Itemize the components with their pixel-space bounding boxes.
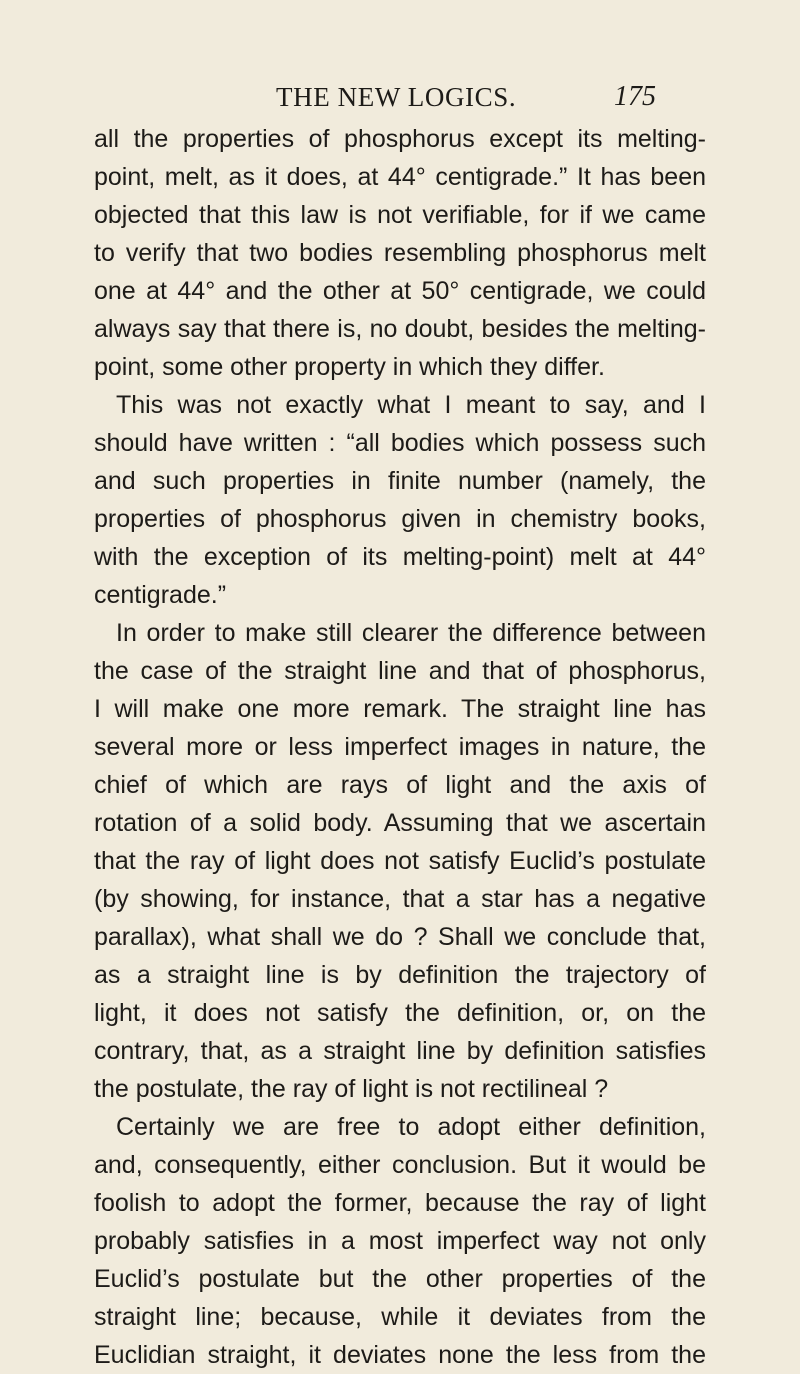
text-line: the postulate, the ray of light is not rectilineal ? [94,1075,609,1103]
text-line: Euclidian straight, it deviates none the less from the [94,1341,706,1369]
text-line: the case of the straight line and that of phosphorus, [94,657,706,685]
text-line: light, it does not satisfy the definition, or, on the [94,999,706,1027]
text-line: several more or less imperfect images in nature, the [94,733,706,761]
running-title: THE NEW LOGICS. [276,82,517,112]
text-line: should have written : “all bodies which possess such [94,429,706,457]
running-head [0,80,800,120]
text-line: parallax), what shall we do ? Shall we conclude that, [94,923,706,951]
text-line: probably satisfies in a most imperfect way not only [94,1227,706,1255]
text-line: objected that this law is not verifiable, for if we came [94,201,706,229]
text-line: contrary, that, as a straight line by definition satisfies [94,1037,706,1065]
text-line: centigrade.” [94,581,227,609]
body-text [94,120,706,1374]
text-line: Certainly we are free to adopt either definition, [116,1113,706,1141]
text-line: foolish to adopt the former, because the ray of light [94,1189,706,1217]
text-line: and such properties in finite number (namely, the [94,467,706,495]
text-line: with the exception of its melting-point) melt at 44° [94,543,706,571]
text-line: straight line; because, while it deviates from the [94,1303,706,1331]
page-number: 175 [614,81,656,112]
text-line: Euclid’s postulate but the other properties of the [94,1265,706,1293]
text-line: point, some other property in which they differ. [94,353,605,381]
text-line: This was not exactly what I meant to say, and I [116,391,706,419]
text-line: rotation of a solid body. Assuming that we ascertain [94,809,706,837]
text-line: (by showing, for instance, that a star has a negative [94,885,706,913]
text-line: always say that there is, no doubt, besides the melting- [94,315,706,343]
text-line: as a straight line is by definition the trajectory of [94,961,706,989]
text-line: and, consequently, either conclusion. But it would be [94,1151,706,1179]
text-line: chief of which are rays of light and the axis of [94,771,706,799]
text-line: properties of phosphorus given in chemistry books, [94,505,706,533]
text-line: all the properties of phosphorus except its melting- [94,125,706,153]
text-line: one at 44° and the other at 50° centigrade, we could [94,277,706,305]
text-line: point, melt, as it does, at 44° centigrade.” It has been [94,163,706,191]
text-line: to verify that two bodies resembling phosphorus melt [94,239,706,267]
text-line: that the ray of light does not satisfy Euclid’s postulate [94,847,706,875]
text-line: In order to make still clearer the difference between [116,619,706,647]
text-line: I will make one more remark. The straight line has [94,695,706,723]
